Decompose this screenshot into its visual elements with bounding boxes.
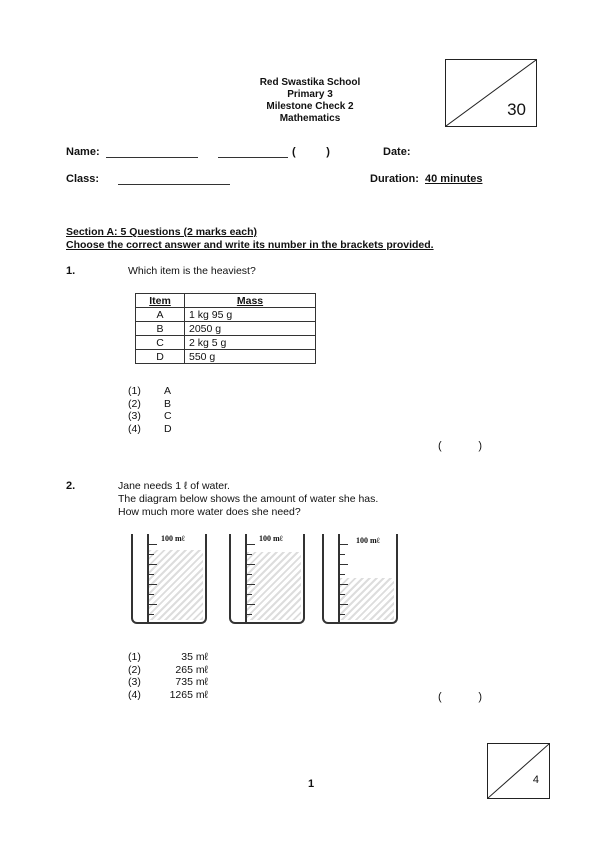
q1-number: 1.: [66, 265, 76, 277]
subject: Mathematics: [279, 113, 341, 124]
option-number: (2): [128, 397, 141, 410]
q1-text: Which item is the heaviest?: [128, 265, 256, 277]
scale-tick: [340, 614, 345, 615]
q2-options: [128, 651, 208, 701]
table-row: [136, 308, 316, 322]
scale-tick: [149, 584, 157, 585]
scale-tick: [149, 574, 154, 575]
beaker-label: 100 mℓ: [259, 534, 283, 543]
cell-mass: 2 kg 5 g: [185, 336, 316, 350]
list-item: [128, 676, 208, 689]
option-number: (3): [128, 410, 141, 422]
scale-tick: [340, 564, 348, 565]
option-number: (1): [128, 651, 141, 663]
scale-tick: [247, 554, 252, 555]
scale-tick: [149, 614, 154, 615]
scale-tick: [247, 574, 252, 575]
cell-mass: 550 g: [185, 350, 316, 364]
page-score: 4: [532, 774, 539, 786]
water-fill: [340, 578, 394, 620]
scale-tick: [340, 544, 348, 545]
school-name: Red Swastika School: [259, 77, 361, 88]
scale-tick: [149, 604, 157, 605]
level: Primary 3: [287, 89, 333, 100]
page-number: 1: [308, 778, 315, 790]
scale-tick: [247, 594, 252, 595]
section-title: Section A: 5 Questions (2 marks each): [66, 226, 258, 238]
option-value: B: [164, 397, 172, 410]
scale-tick: [149, 544, 157, 545]
list-item: [128, 398, 172, 411]
name-line-2[interactable]: [218, 156, 288, 158]
option-number: (1): [128, 385, 141, 397]
scale-tick: [149, 554, 154, 555]
table-row: [136, 336, 316, 350]
scale-tick: [340, 604, 348, 605]
header-block: [200, 77, 420, 125]
class-line[interactable]: [118, 183, 230, 185]
duration-value: 40 minutes: [425, 173, 483, 185]
col-header-mass: Mass: [185, 294, 316, 308]
q1-answer-bracket[interactable]: ( ): [438, 440, 482, 452]
option-number: (2): [128, 663, 141, 676]
scale-tick: [247, 604, 255, 605]
duration-label: Duration:: [370, 173, 419, 185]
scale-tick: [247, 544, 255, 545]
cell-item: C: [136, 336, 185, 350]
scale-tick: [340, 594, 345, 595]
cell-mass: 2050 g: [185, 322, 316, 336]
q1-options: [128, 385, 172, 435]
option-number: (3): [128, 676, 141, 688]
scale-tick: [247, 614, 252, 615]
scale-tick: [340, 584, 348, 585]
beaker-3: [322, 534, 398, 624]
water-fill: [247, 552, 301, 620]
name-line[interactable]: [106, 156, 198, 158]
scale-tick: [149, 564, 157, 565]
list-item: [128, 385, 172, 398]
beaker-label: 100 mℓ: [356, 536, 380, 545]
page-score-box: [487, 743, 550, 799]
register-number-bracket: ( ): [292, 146, 330, 158]
scale-tick: [340, 554, 345, 555]
list-item: [128, 689, 208, 702]
date-label: Date:: [383, 146, 411, 158]
cell-item: D: [136, 350, 185, 364]
test-name: Milestone Check 2: [266, 101, 354, 112]
mass-table: [135, 293, 316, 364]
option-number: (4): [128, 422, 141, 435]
total-score: 30: [507, 100, 526, 119]
total-score-box: [445, 59, 537, 127]
diagonal-line-icon: [488, 744, 549, 798]
cell-item: A: [136, 308, 185, 322]
scale-tick: [149, 594, 154, 595]
option-value: 265 mℓ: [175, 663, 208, 676]
option-value: 35 mℓ: [181, 651, 208, 663]
class-label: Class:: [66, 173, 100, 185]
scale-tick: [247, 564, 255, 565]
scale-tick: [340, 574, 345, 575]
beaker-label: 100 mℓ: [161, 534, 185, 543]
option-number: (4): [128, 688, 141, 701]
cell-item: B: [136, 322, 185, 336]
list-item: [128, 423, 172, 436]
option-value: 1265 mℓ: [169, 688, 208, 701]
q2-line-3: How much more water does she need?: [118, 506, 301, 518]
scale-tick: [247, 584, 255, 585]
beaker-2: [229, 534, 305, 624]
q2-answer-bracket[interactable]: ( ): [438, 691, 482, 703]
table-header-row: [136, 294, 316, 308]
cell-mass: 1 kg 95 g: [185, 308, 316, 322]
list-item: [128, 664, 208, 677]
water-fill: [149, 550, 203, 620]
table-row: [136, 350, 316, 364]
option-value: D: [164, 422, 172, 435]
table-row: [136, 322, 316, 336]
q2-text: [118, 480, 378, 519]
beaker-1: [131, 534, 207, 624]
option-value: A: [164, 385, 172, 397]
option-value: C: [164, 410, 172, 422]
list-item: [128, 410, 172, 423]
list-item: [128, 651, 208, 664]
q2-line-1: Jane needs 1 ℓ of water.: [118, 480, 230, 492]
section-instruction: Choose the correct answer and write its number in the brackets provided.: [66, 239, 434, 251]
option-value: 735 mℓ: [175, 676, 208, 688]
name-label: Name:: [66, 146, 100, 158]
q2-line-2: The diagram below shows the amount of water she has.: [118, 493, 379, 505]
q2-number: 2.: [66, 480, 76, 492]
col-header-item: Item: [136, 294, 185, 308]
